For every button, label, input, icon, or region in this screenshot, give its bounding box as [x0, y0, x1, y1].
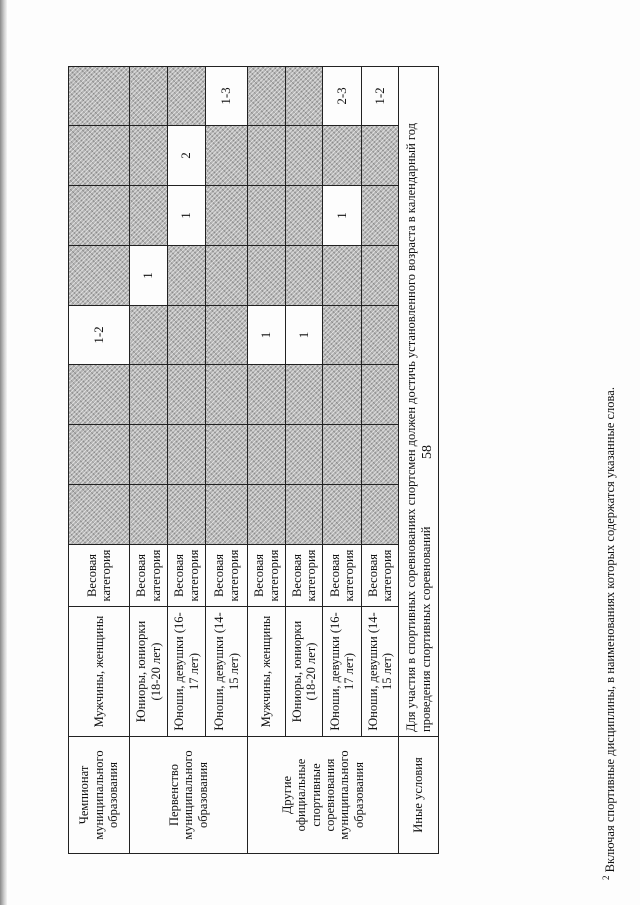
group-cell: Юноши, девушки (16-17 лет)	[323, 607, 362, 737]
hatched-cell	[286, 67, 323, 126]
group-cell: Юноши, девушки (14-15 лет)	[206, 607, 248, 737]
hatched-cell	[286, 126, 323, 186]
table-row	[69, 67, 130, 854]
hatched-cell	[130, 126, 168, 186]
group-cell: Юноши, девушки (14-15 лет)	[362, 607, 399, 737]
scan-edge-shadow	[0, 0, 7, 905]
hatched-cell	[69, 67, 130, 126]
hatched-cell	[69, 186, 130, 246]
place-cell: 1-3	[206, 67, 248, 126]
table-row	[286, 67, 323, 854]
category-cell: Весовая категория	[286, 545, 323, 607]
event-cell: Другие официальные спортивные соревнования муниципального образования	[248, 737, 399, 854]
category-cell: Весовая категория	[362, 545, 399, 607]
hatched-cell	[248, 246, 286, 306]
table-row	[206, 67, 248, 854]
table-row-other-conditions	[399, 67, 439, 854]
hatched-cell	[323, 485, 362, 545]
hatched-cell	[286, 425, 323, 485]
hatched-cell	[323, 365, 362, 425]
hatched-cell	[168, 306, 206, 365]
hatched-cell	[323, 306, 362, 365]
rotated-table-wrapper	[68, 67, 438, 854]
group-cell: Мужчины, женщины	[69, 607, 130, 737]
hatched-cell	[362, 485, 399, 545]
hatched-cell	[362, 306, 399, 365]
hatched-cell	[362, 365, 399, 425]
hatched-cell	[168, 67, 206, 126]
hatched-cell	[323, 126, 362, 186]
hatched-cell	[286, 365, 323, 425]
category-cell: Весовая категория	[206, 545, 248, 607]
place-cell: 1	[323, 186, 362, 246]
place-cell: 1-2	[362, 67, 399, 126]
table-row	[362, 67, 399, 854]
hatched-cell	[206, 485, 248, 545]
hatched-cell	[168, 485, 206, 545]
hatched-cell	[248, 485, 286, 545]
place-cell: 1	[248, 306, 286, 365]
footnote-marker: 2	[601, 875, 611, 880]
hatched-cell	[130, 485, 168, 545]
category-cell: Весовая категория	[323, 545, 362, 607]
table-row	[248, 67, 286, 854]
group-cell: Юноши, девушки (16-17 лет)	[168, 607, 206, 737]
hatched-cell	[248, 425, 286, 485]
hatched-cell	[286, 186, 323, 246]
place-cell: 1	[130, 246, 168, 306]
hatched-cell	[248, 67, 286, 126]
table-row	[323, 67, 362, 854]
hatched-cell	[206, 425, 248, 485]
footnote	[601, 260, 619, 880]
hatched-cell	[130, 186, 168, 246]
table-row	[130, 67, 168, 854]
hatched-cell	[248, 186, 286, 246]
hatched-cell	[206, 186, 248, 246]
hatched-cell	[362, 425, 399, 485]
hatched-cell	[69, 126, 130, 186]
place-cell: 1	[168, 186, 206, 246]
hatched-cell	[69, 365, 130, 425]
hatched-cell	[362, 246, 399, 306]
place-cell: 2	[168, 126, 206, 186]
page-number: 58	[420, 445, 435, 459]
hatched-cell	[130, 67, 168, 126]
hatched-cell	[206, 126, 248, 186]
hatched-cell	[130, 306, 168, 365]
event-cell: Первенство муниципального образования	[130, 737, 248, 854]
hatched-cell	[286, 246, 323, 306]
hatched-cell	[168, 246, 206, 306]
hatched-cell	[286, 485, 323, 545]
hatched-cell	[69, 425, 130, 485]
group-cell: Мужчины, женщины	[248, 607, 286, 737]
event-cell: Чемпионат муниципального образования	[69, 737, 130, 854]
hatched-cell	[130, 425, 168, 485]
hatched-cell	[323, 425, 362, 485]
hatched-cell	[362, 186, 399, 246]
hatched-cell	[206, 306, 248, 365]
category-cell: Весовая категория	[69, 545, 130, 607]
hatched-cell	[248, 365, 286, 425]
place-cell: 1	[286, 306, 323, 365]
place-cell: 2-3	[323, 67, 362, 126]
hatched-cell	[168, 365, 206, 425]
hatched-cell	[69, 485, 130, 545]
place-cell: 1-2	[69, 306, 130, 365]
hatched-cell	[69, 246, 130, 306]
category-cell: Весовая категория	[248, 545, 286, 607]
sports-rank-table	[68, 66, 439, 854]
other-conditions-text: Для участия в спортивных соревнованиях спортсмен должен достичь установленного возраста в календарный год проведения спортивных соревнований	[399, 67, 439, 737]
group-cell: Юниоры, юниорки (18-20 лет)	[286, 607, 323, 737]
other-conditions-label: Иные условия	[399, 737, 439, 854]
category-cell: Весовая категория	[168, 545, 206, 607]
hatched-cell	[248, 126, 286, 186]
table-row	[168, 67, 206, 854]
hatched-cell	[168, 425, 206, 485]
hatched-cell	[130, 365, 168, 425]
hatched-cell	[362, 126, 399, 186]
hatched-cell	[206, 246, 248, 306]
hatched-cell	[206, 365, 248, 425]
category-cell: Весовая категория	[130, 545, 168, 607]
group-cell: Юниоры, юниорки (18-20 лет)	[130, 607, 168, 737]
footnote-text: Включая спортивные дисциплины, в наименованиях которых содержатся указанные слова.	[603, 387, 618, 873]
hatched-cell	[323, 246, 362, 306]
